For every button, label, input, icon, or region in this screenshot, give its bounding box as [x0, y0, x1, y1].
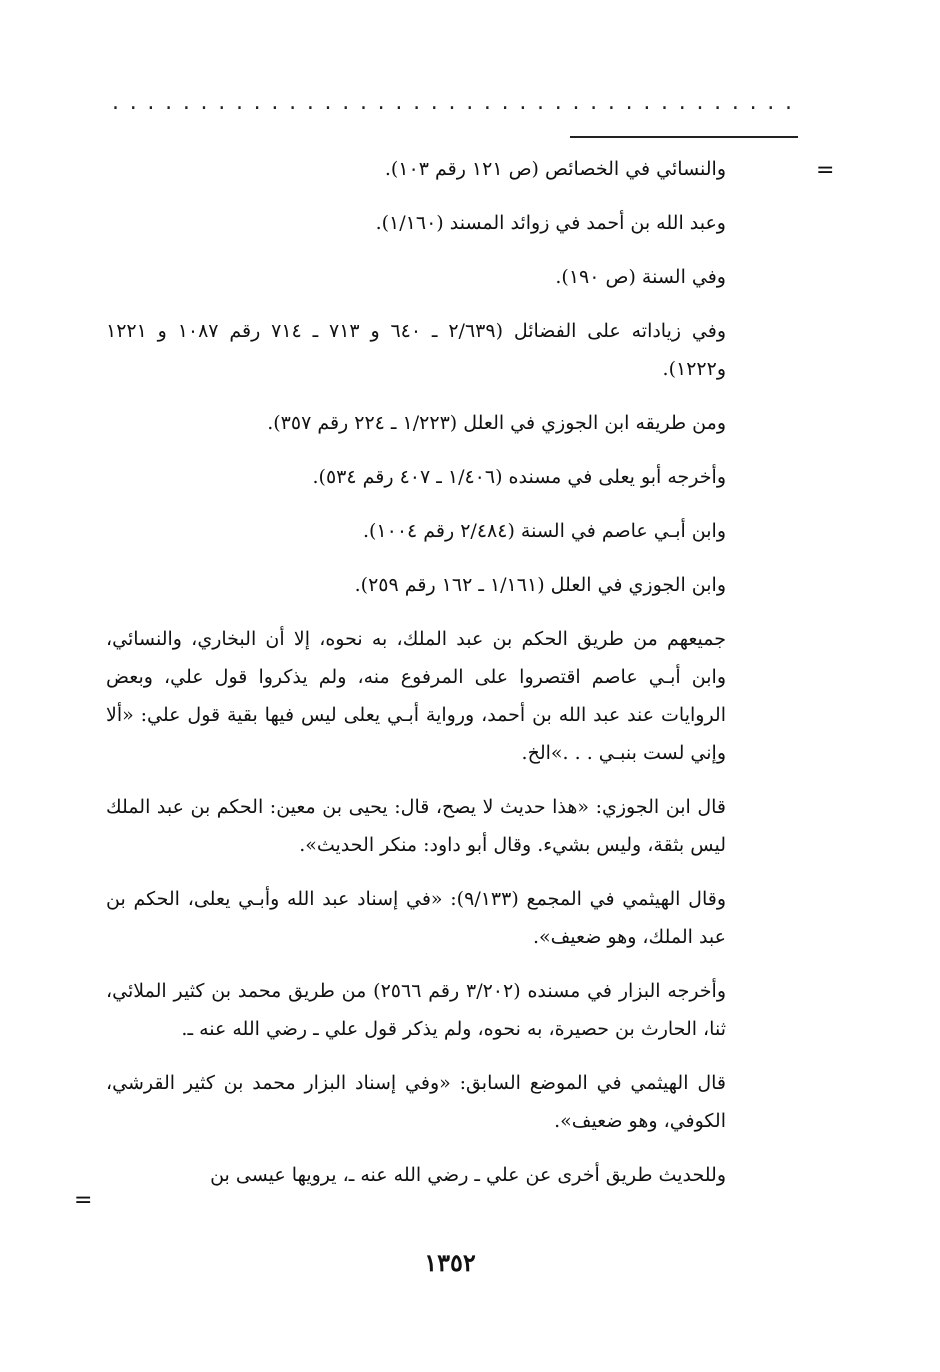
- paragraph: وابن الجوزي في العلل (١/١٦١ ـ ١٦٢ رقم ٢٥٩).: [354, 574, 726, 596]
- paragraph: ومن طريقه ابن الجوزي في العلل (١/٢٢٣ ـ ٢٢٤ رقم ٣٥٧).: [267, 412, 726, 434]
- paragraph: قال الهيثمي في الموضع السابق: «وفي إسناد البزار محمد بن كثير القرشي، الكوفي، وهو ضعيف».: [106, 1072, 726, 1132]
- paragraph: وأخرجه أبو يعلى في مسنده (١/٤٠٦ ـ ٤٠٧ رقم ٥٣٤).: [312, 466, 726, 488]
- paragraph: والنسائي في الخصائص (ص ١٢١ رقم ١٠٣).: [384, 158, 726, 180]
- paragraph: جميعهم من طريق الحكم بن عبد الملك، به نحوه، إلا أن البخاري، والنسائي، وابن أبـي عاصم اقتصروا على المرفوع منه، ولم يذكروا قول علي، وبعض الروايات عند عبد الله بن أحمد، ورواية أبـي يعلى ليس فيها بقية قول علي: «ألا وإني لست بنبـي . . .»الخ.: [106, 628, 726, 764]
- paragraph: قال ابن الجوزي: «هذا حديث لا يصح، قال: يحيى بن معين: الحكم بن عبد الملك ليس بثقة، وليس بشيء. وقال أبو داود: منكر الحديث».: [106, 796, 726, 856]
- page-number: ١٣٥٢: [424, 1248, 476, 1277]
- footnote-rule: [570, 136, 798, 138]
- separator-dots: . . . . . . . . . . . . . . . . . . . . . . . . . . . . . . . . . . . . . . .: [112, 90, 792, 115]
- continuation-mark-top: =: [816, 158, 835, 183]
- paragraph: وفي زياداته على الفضائل (٢/٦٣٩ ـ ٦٤٠ و ٧١٣ ـ ٧١٤ رقم ١٠٨٧ و ١٢٢١ و١٢٢٢).: [106, 320, 726, 380]
- paragraph: وابن أبـي عاصم في السنة (٢/٤٨٤ رقم ١٠٠٤).: [362, 520, 726, 542]
- paragraph: وقال الهيثمي في المجمع (٩/١٣٣): «في إسناد عبد الله وأبـي يعلى، الحكم بن عبد الملك، وهو ضعيف».: [106, 888, 726, 948]
- paragraph: وللحديث طريق أخرى عن علي ـ رضي الله عنه ـ، يرويها عيسى بن: [210, 1164, 726, 1186]
- paragraph: وأخرجه البزار في مسنده (٣/٢٠٢ رقم ٢٥٦٦) من طريق محمد بن كثير الملائي، ثنا، الحارث بن حصيرة، به نحوه، ولم يذكر قول علي ـ رضي الله عنه ـ.: [106, 980, 727, 1040]
- paragraph: وفي السنة (ص ١٩٠).: [555, 266, 726, 288]
- continuation-mark-bottom: =: [74, 1188, 93, 1213]
- footnote-text: [106, 150, 726, 1210]
- paragraph: وعبد الله بن أحمد في زوائد المسند (١/١٦٠).: [375, 212, 726, 234]
